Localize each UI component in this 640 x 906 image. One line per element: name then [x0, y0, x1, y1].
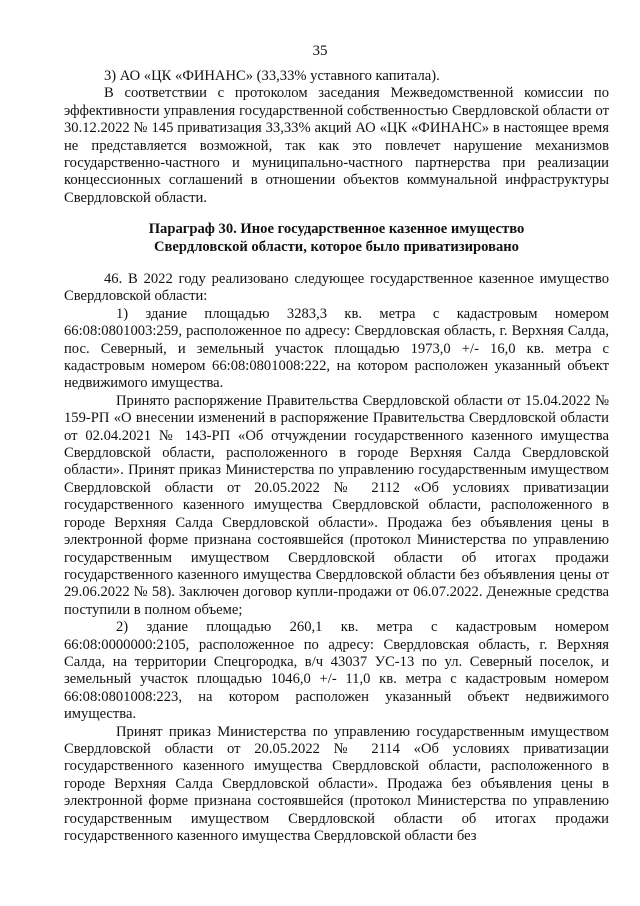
section-heading — [64, 220, 609, 256]
commission-paragraph: В соответствии с протоколом заседания Межведомственной комиссии по эффективности управления государственной собственностью Свердловской области от 30.12.2022 № 145 приватизация 33,33% акций АО «ЦК «ФИНАНС» в настоящее время не представляется возможной, так как это повлечет нарушение механизмов государственно-частного и муниципально-частного партнерства при реализации концессионных соглашений в отношении объектов коммунальной инфраструктуры Свердловской области. — [64, 85, 609, 206]
item1-paragraph: 1) здание площадью 3283,3 кв. метра с кадастровым номером 66:08:0801003:259, расположенное по адресу: Свердловская область, г. Верхняя Салда, пос. Северный, и земельный участок площадью 1973,0 +/- 16,0 кв. метра с кадастровым номером 66:08:0801008:222, на котором расположен указанный объект недвижимого имущества. — [64, 305, 609, 392]
content-block — [64, 271, 609, 845]
section-title-line2: Свердловской области, которое было приватизировано — [154, 239, 519, 255]
order2-paragraph: Принят приказ Министерства по управлению государственным имуществом Свердловской области от 20.05.2022 № 2114 «Об условиях приватизации государственного казенного имущества Свердловской области, расположенного в городе Верхняя Салда Свердловской области». Продажа без объявления цены в электронной форме признана состоявшейся (протокол Министерства по управлению государственным имуществом Свердловской области об итогах продажи государственного казенного имущества Свердловской области без — [64, 723, 609, 844]
item3-paragraph: 3) АО «ЦК «ФИНАНС» (33,33% уставного капитала). — [104, 68, 440, 84]
order1-paragraph: Принято распоряжение Правительства Свердловской области от 15.04.2022 № 159-РП «О внесении изменений в распоряжение Правительства Свердловской области от 02.04.2021 № 143-РП «Об отчуждении государственного казенного имущества Свердловской области, расположенного в городе Верхняя Салда Свердловской области». Принят приказ Министерства по управлению государственным имуществом Свердловской области от 20.05.2022 № 2112 «Об условиях приватизации государственного казенного имущества Свердловской области, расположенного в городе Верхняя Салда Свердловской области». Продажа без объявления цены в электронной форме признана состоявшейся (протокол Министерства по управлению государственным имуществом Свердловской области об итогах продажи государственного казенного имущества Свердловской области без объявления цены от 29.06.2022 № 58). Заключен договор купли-продажи от 06.07.2022. Денежные средства поступили в полном объеме; — [64, 392, 609, 618]
page-number: 35 — [312, 43, 328, 59]
item2-paragraph: 2) здание площадью 260,1 кв. метра с кадастровым номером 66:08:0000000:2105, расположенное по адресу: Свердловская область, г. Верхняя Салда, на территории Спецгородка, в/ч 43037 УС-13 по ул. Северный поселок, и земельный участок площадью 1046,0 +/- 11,0 кв. метра с кадастровым номером 66:08:0801008:223, на котором расположен указанный объект недвижимого имущества. — [64, 619, 609, 723]
intro-block — [64, 68, 609, 207]
section-title-line1: Параграф 30. Иное государственное казенное имущество — [148, 221, 525, 237]
paragraph-46: 46. В 2022 году реализовано следующее государственное казенное имущество Свердловской области: — [64, 271, 609, 305]
